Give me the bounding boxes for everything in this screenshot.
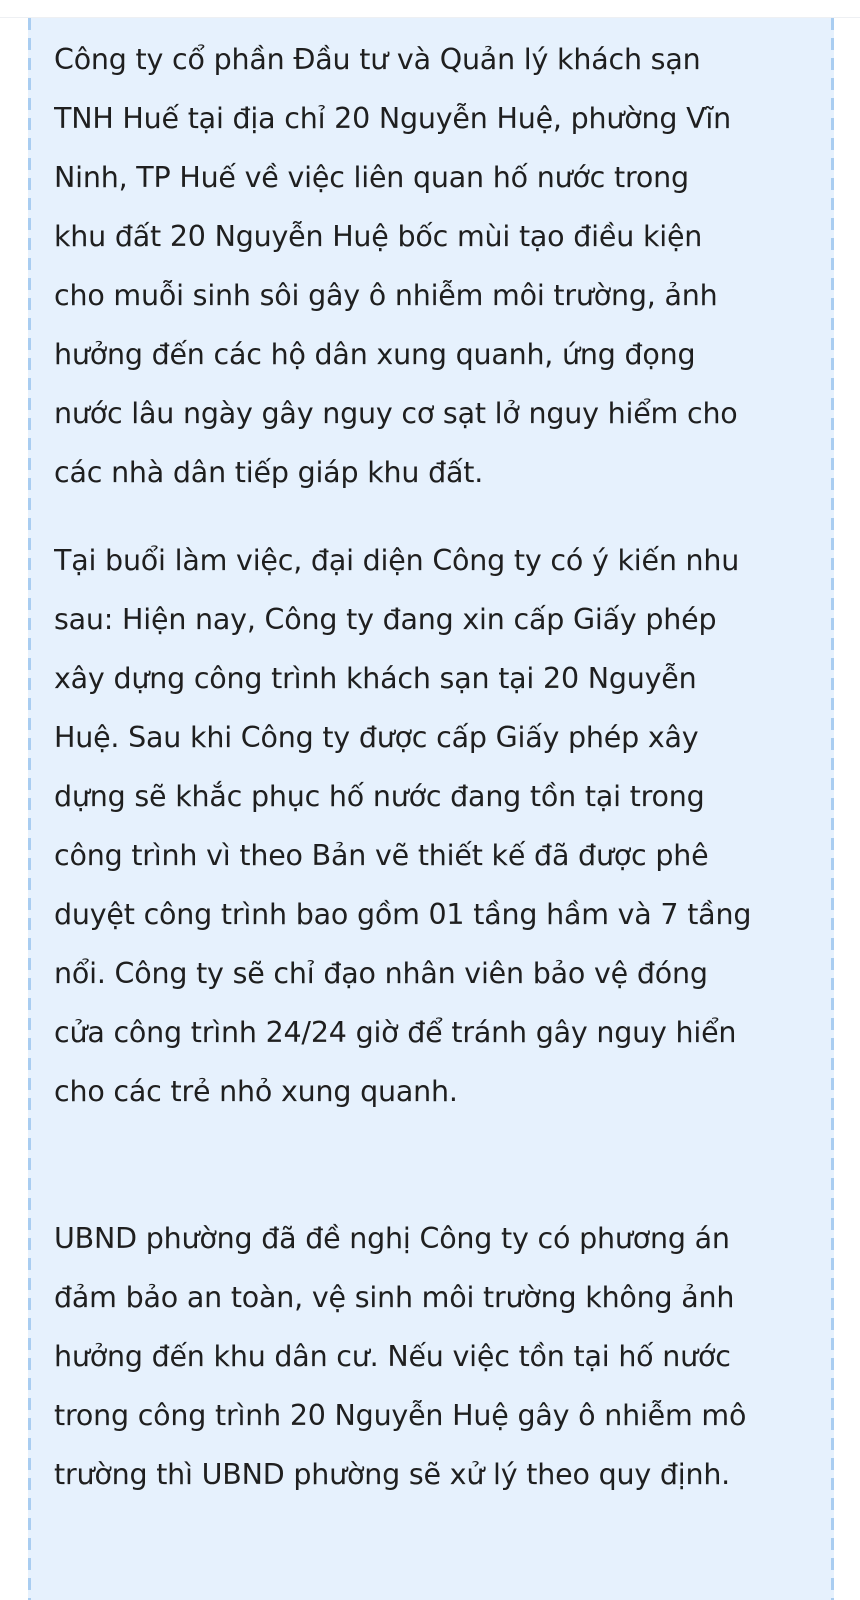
text-line: hưởng đến khu dân cư. Nếu việc tồn tại hố nước (54, 1340, 731, 1373)
text-line: TNH Huế tại địa chỉ 20 Nguyễn Huệ, phường Vĩn (54, 102, 731, 135)
top-bar (0, 0, 860, 18)
text-line: công trình vì theo Bản vẽ thiết kế đã được phê (54, 839, 709, 872)
text-line: Huệ. Sau khi Công ty được cấp Giấy phép xây (54, 721, 699, 754)
paragraph-spacer (54, 1121, 798, 1209)
paragraph-2 (54, 531, 798, 1121)
paragraph-spacer (54, 502, 798, 531)
paragraph-3 (54, 1209, 798, 1504)
text-line: trường thì UBND phường sẽ xử lý theo quy định. (54, 1458, 731, 1491)
text-line: Tại buổi làm việc, đại diện Công ty có ý kiến nhu (54, 544, 740, 577)
text-line: các nhà dân tiếp giáp khu đất. (54, 456, 484, 489)
paragraph-1 (54, 30, 798, 502)
quote-left-dashed-border (28, 18, 31, 1600)
text-line: xây dựng công trình khách sạn tại 20 Nguyễn (54, 662, 697, 695)
text-line: UBND phường đã đề nghị Công ty có phương án (54, 1222, 730, 1255)
text-line: hưởng đến các hộ dân xung quanh, ứng đọng (54, 338, 696, 371)
text-line: dựng sẽ khắc phục hố nước đang tồn tại trong (54, 780, 705, 813)
text-line: cho muỗi sinh sôi gây ô nhiễm môi trường, ảnh (54, 279, 718, 312)
text-line: khu đất 20 Nguyễn Huệ bốc mùi tạo điều kiện (54, 220, 703, 253)
quote-box (28, 18, 834, 1600)
text-line: nổi. Công ty sẽ chỉ đạo nhân viên bảo vệ đóng (54, 957, 708, 990)
text-line: trong công trình 20 Nguyễn Huệ gây ô nhiễm mô (54, 1399, 747, 1432)
text-line: duyệt công trình bao gồm 01 tầng hầm và 7 tầng (54, 898, 752, 931)
article-body (54, 30, 798, 1504)
text-line: Ninh, TP Huế về việc liên quan hố nước trong (54, 161, 689, 194)
text-line: nước lâu ngày gây nguy cơ sạt lở nguy hiểm cho (54, 397, 738, 430)
text-line: Công ty cổ phần Đầu tư và Quản lý khách sạn (54, 43, 701, 76)
text-line: đảm bảo an toàn, vệ sinh môi trường không ảnh (54, 1281, 735, 1314)
text-line: cho các trẻ nhỏ xung quanh. (54, 1075, 458, 1108)
text-line: cửa công trình 24/24 giờ để tránh gây nguy hiển (54, 1016, 737, 1049)
text-line: sau: Hiện nay, Công ty đang xin cấp Giấy phép (54, 603, 717, 636)
quote-right-dashed-border (831, 18, 834, 1600)
